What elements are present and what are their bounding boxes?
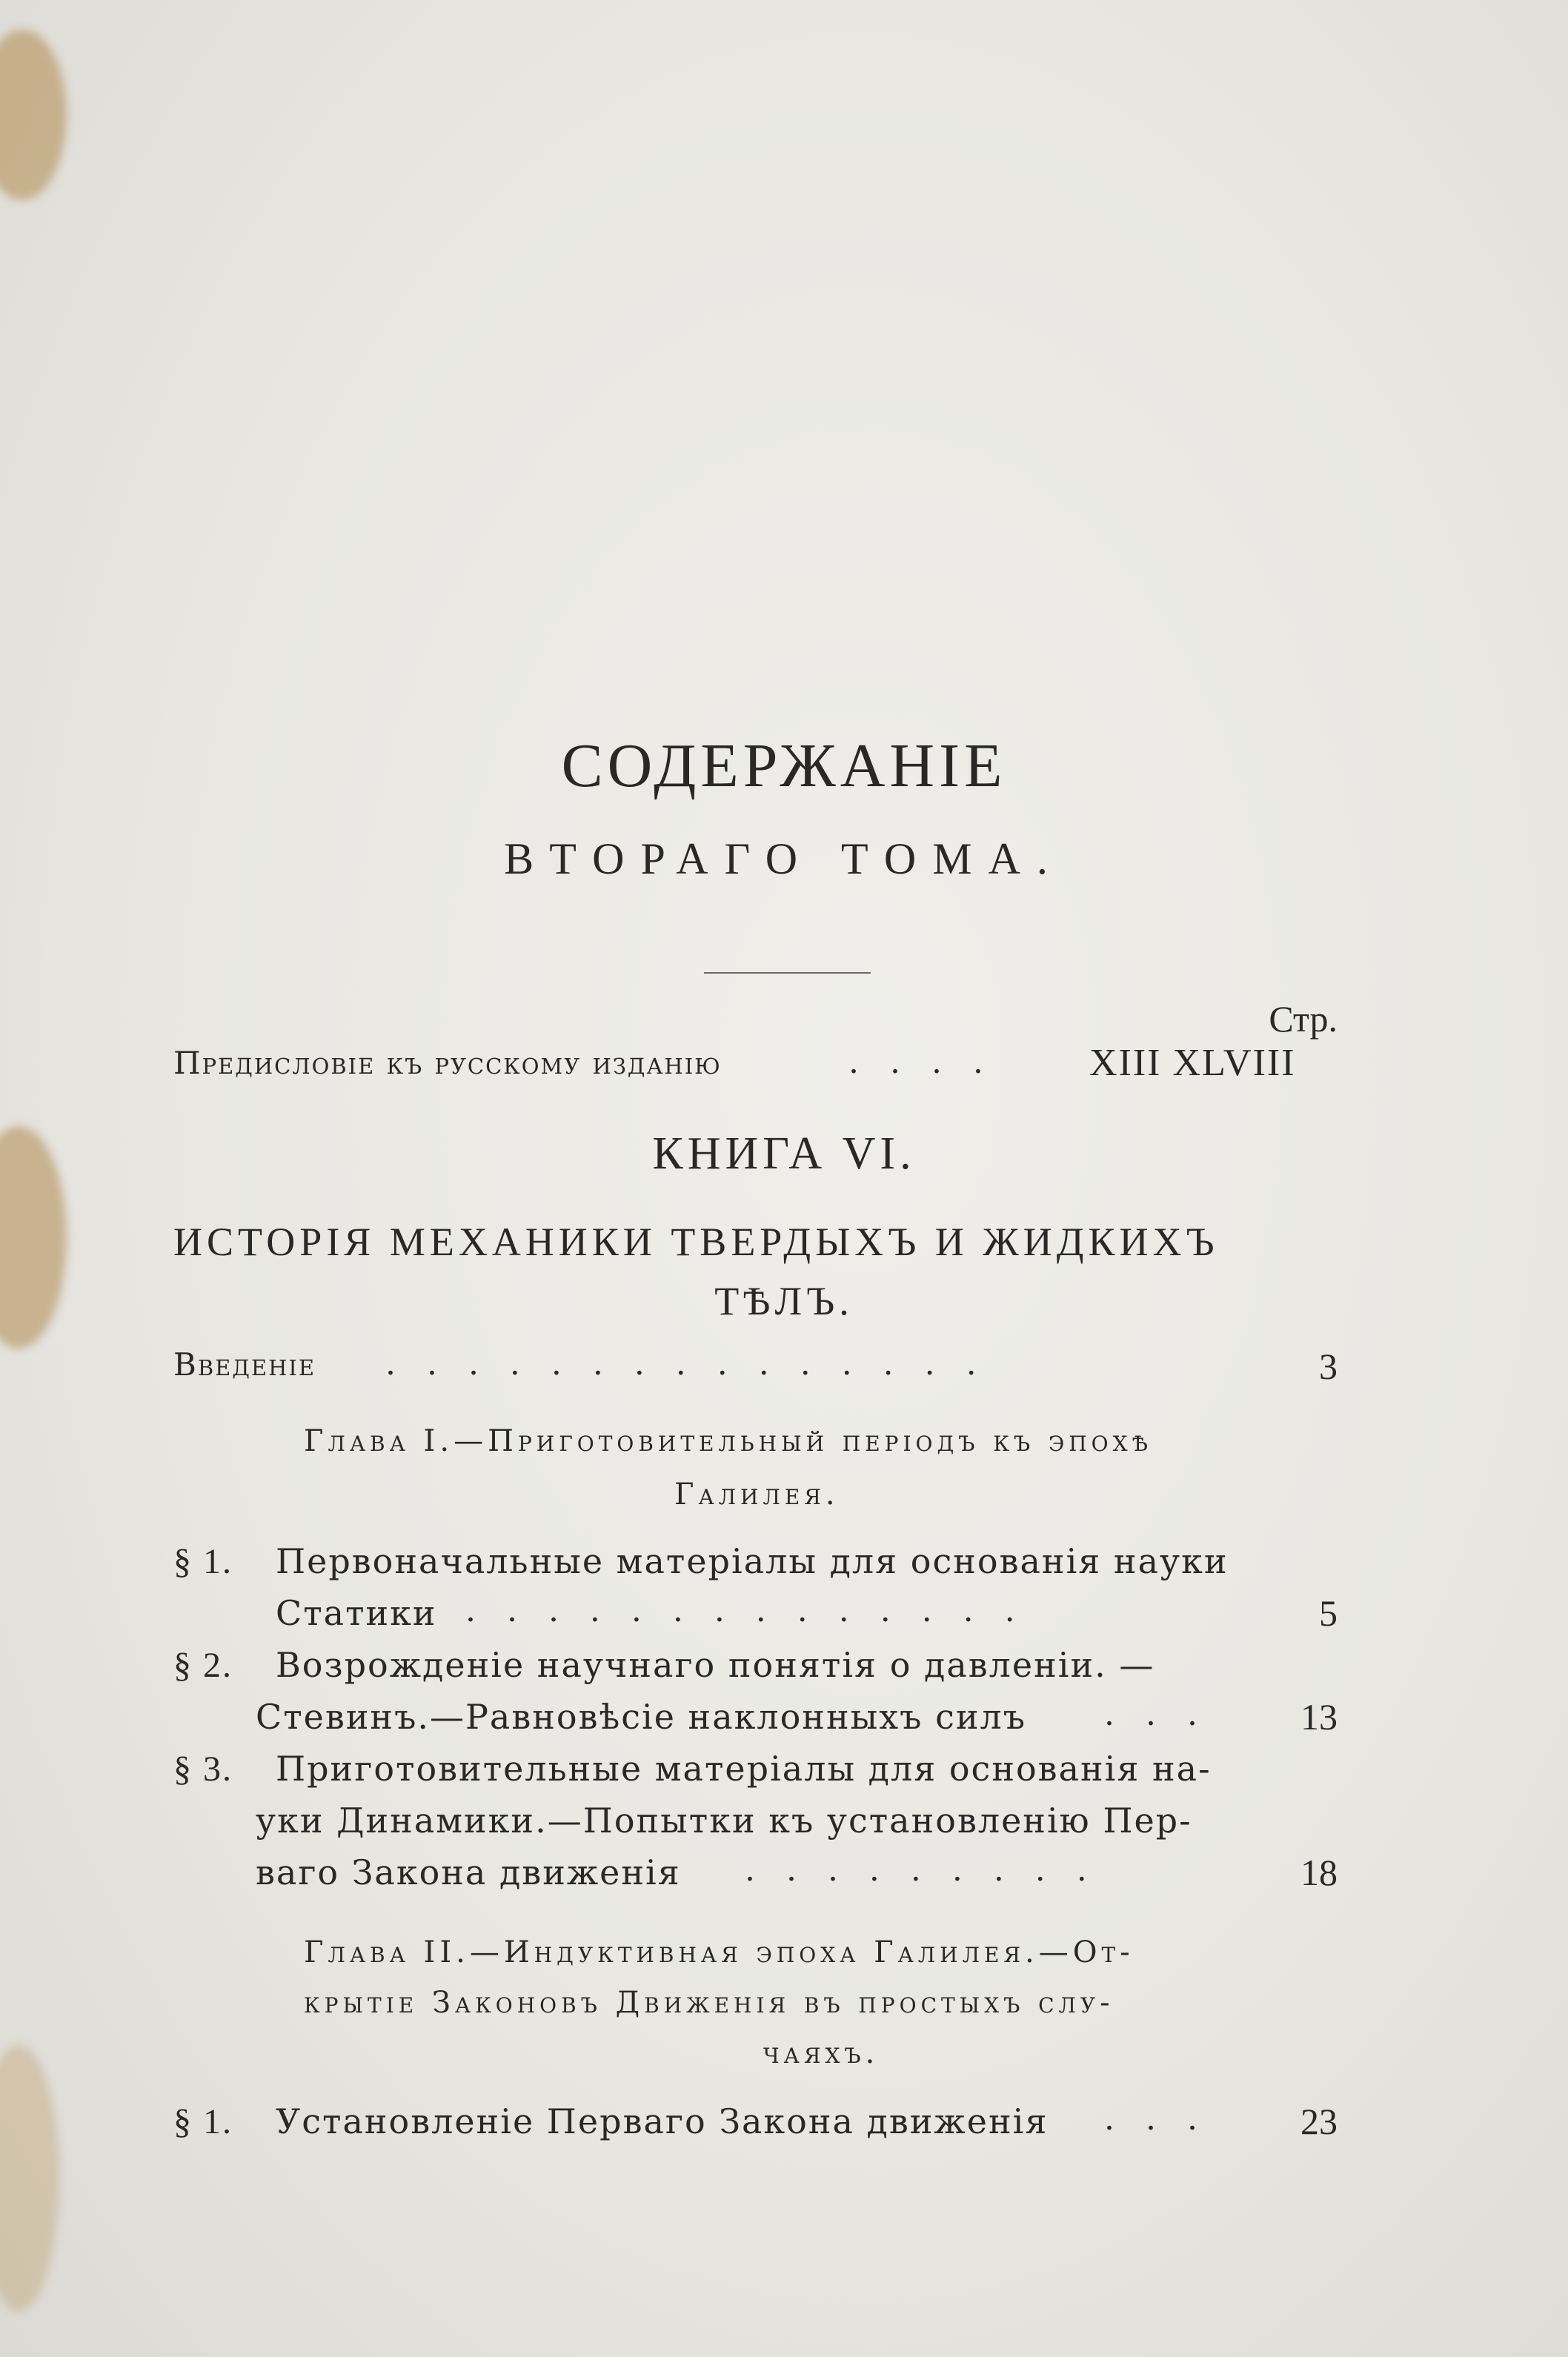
toc-page: 5: [1319, 1592, 1338, 1634]
chapter-heading-cont: Галилея.: [674, 1477, 840, 1512]
toc-leader: . . .: [1104, 2100, 1208, 2138]
toc-entry-preface: Предисловіе къ русскому изданію: [173, 1045, 722, 1081]
chapter-heading: Глава I.—Приготовительный періодъ къ эпохѣ: [304, 1424, 1152, 1458]
toc-leader: . . . .: [848, 1043, 994, 1081]
chapter-heading: Глава II.—Индуктивная эпоха Галилея.—От-: [304, 1935, 1135, 1969]
section-title: Первоначальные матеріалы для основанія науки: [276, 1541, 1229, 1581]
section-title: Возрожденіе научнаго понятія о давленіи. —: [276, 1645, 1155, 1685]
paper-stain: [0, 2045, 59, 2312]
toc-page: 18: [1300, 1852, 1338, 1893]
toc-page-preface: XIII XLVIII: [1089, 1042, 1296, 1084]
divider: [704, 972, 871, 974]
paper-stain: [0, 30, 67, 200]
book-title-cont: ТѢЛЪ.: [714, 1279, 854, 1323]
section-title-cont: ваго Закона движенія: [256, 1852, 681, 1892]
toc-leader: . . . . . . . . . . . . . .: [465, 1592, 1026, 1629]
toc-page: 23: [1300, 2101, 1338, 2142]
section-number: § 3.: [173, 1749, 233, 1789]
toc-leader: . . .: [1104, 1695, 1208, 1733]
section-number: § 1.: [173, 2102, 233, 2141]
section-title-cont: Статики: [276, 1593, 437, 1633]
page-subtitle: ВТОРАГО ТОМА.: [504, 834, 1064, 883]
book-number: КНИГА VI.: [652, 1128, 916, 1179]
page-column-label: Стр.: [1269, 998, 1338, 1040]
chapter-heading-cont: крытіе Законовъ Движенія въ простыхъ слу-: [304, 1986, 1114, 2020]
page-title: СОДЕРЖАНІЕ: [561, 731, 1007, 800]
chapter-heading-cont: чаяхъ.: [763, 2036, 880, 2070]
toc-page: 13: [1300, 1696, 1338, 1738]
toc-page-intro: 3: [1319, 1346, 1338, 1387]
toc-leader: . . . . . . . . .: [745, 1851, 1097, 1889]
section-title-cont: Стевинъ.—Равновѣсіе наклонныхъ силъ: [256, 1697, 1026, 1737]
section-title: Приготовительные матеріалы для основанія на-: [276, 1749, 1212, 1789]
section-number: § 2.: [173, 1646, 233, 1685]
section-title-cont: уки Динамики.—Попытки къ установленію Пер-: [256, 1801, 1192, 1841]
toc-entry-intro: Введеніе: [173, 1346, 316, 1383]
book-title: ИСТОРІЯ МЕХАНИКИ ТВЕРДЫХЪ И ЖИДКИХЪ: [173, 1220, 1219, 1264]
section-title: Установленіе Перваго Закона движенія: [276, 2101, 1049, 2141]
toc-leader: . . . . . . . . . . . . . . .: [385, 1345, 987, 1383]
section-number: § 1.: [173, 1542, 233, 1581]
